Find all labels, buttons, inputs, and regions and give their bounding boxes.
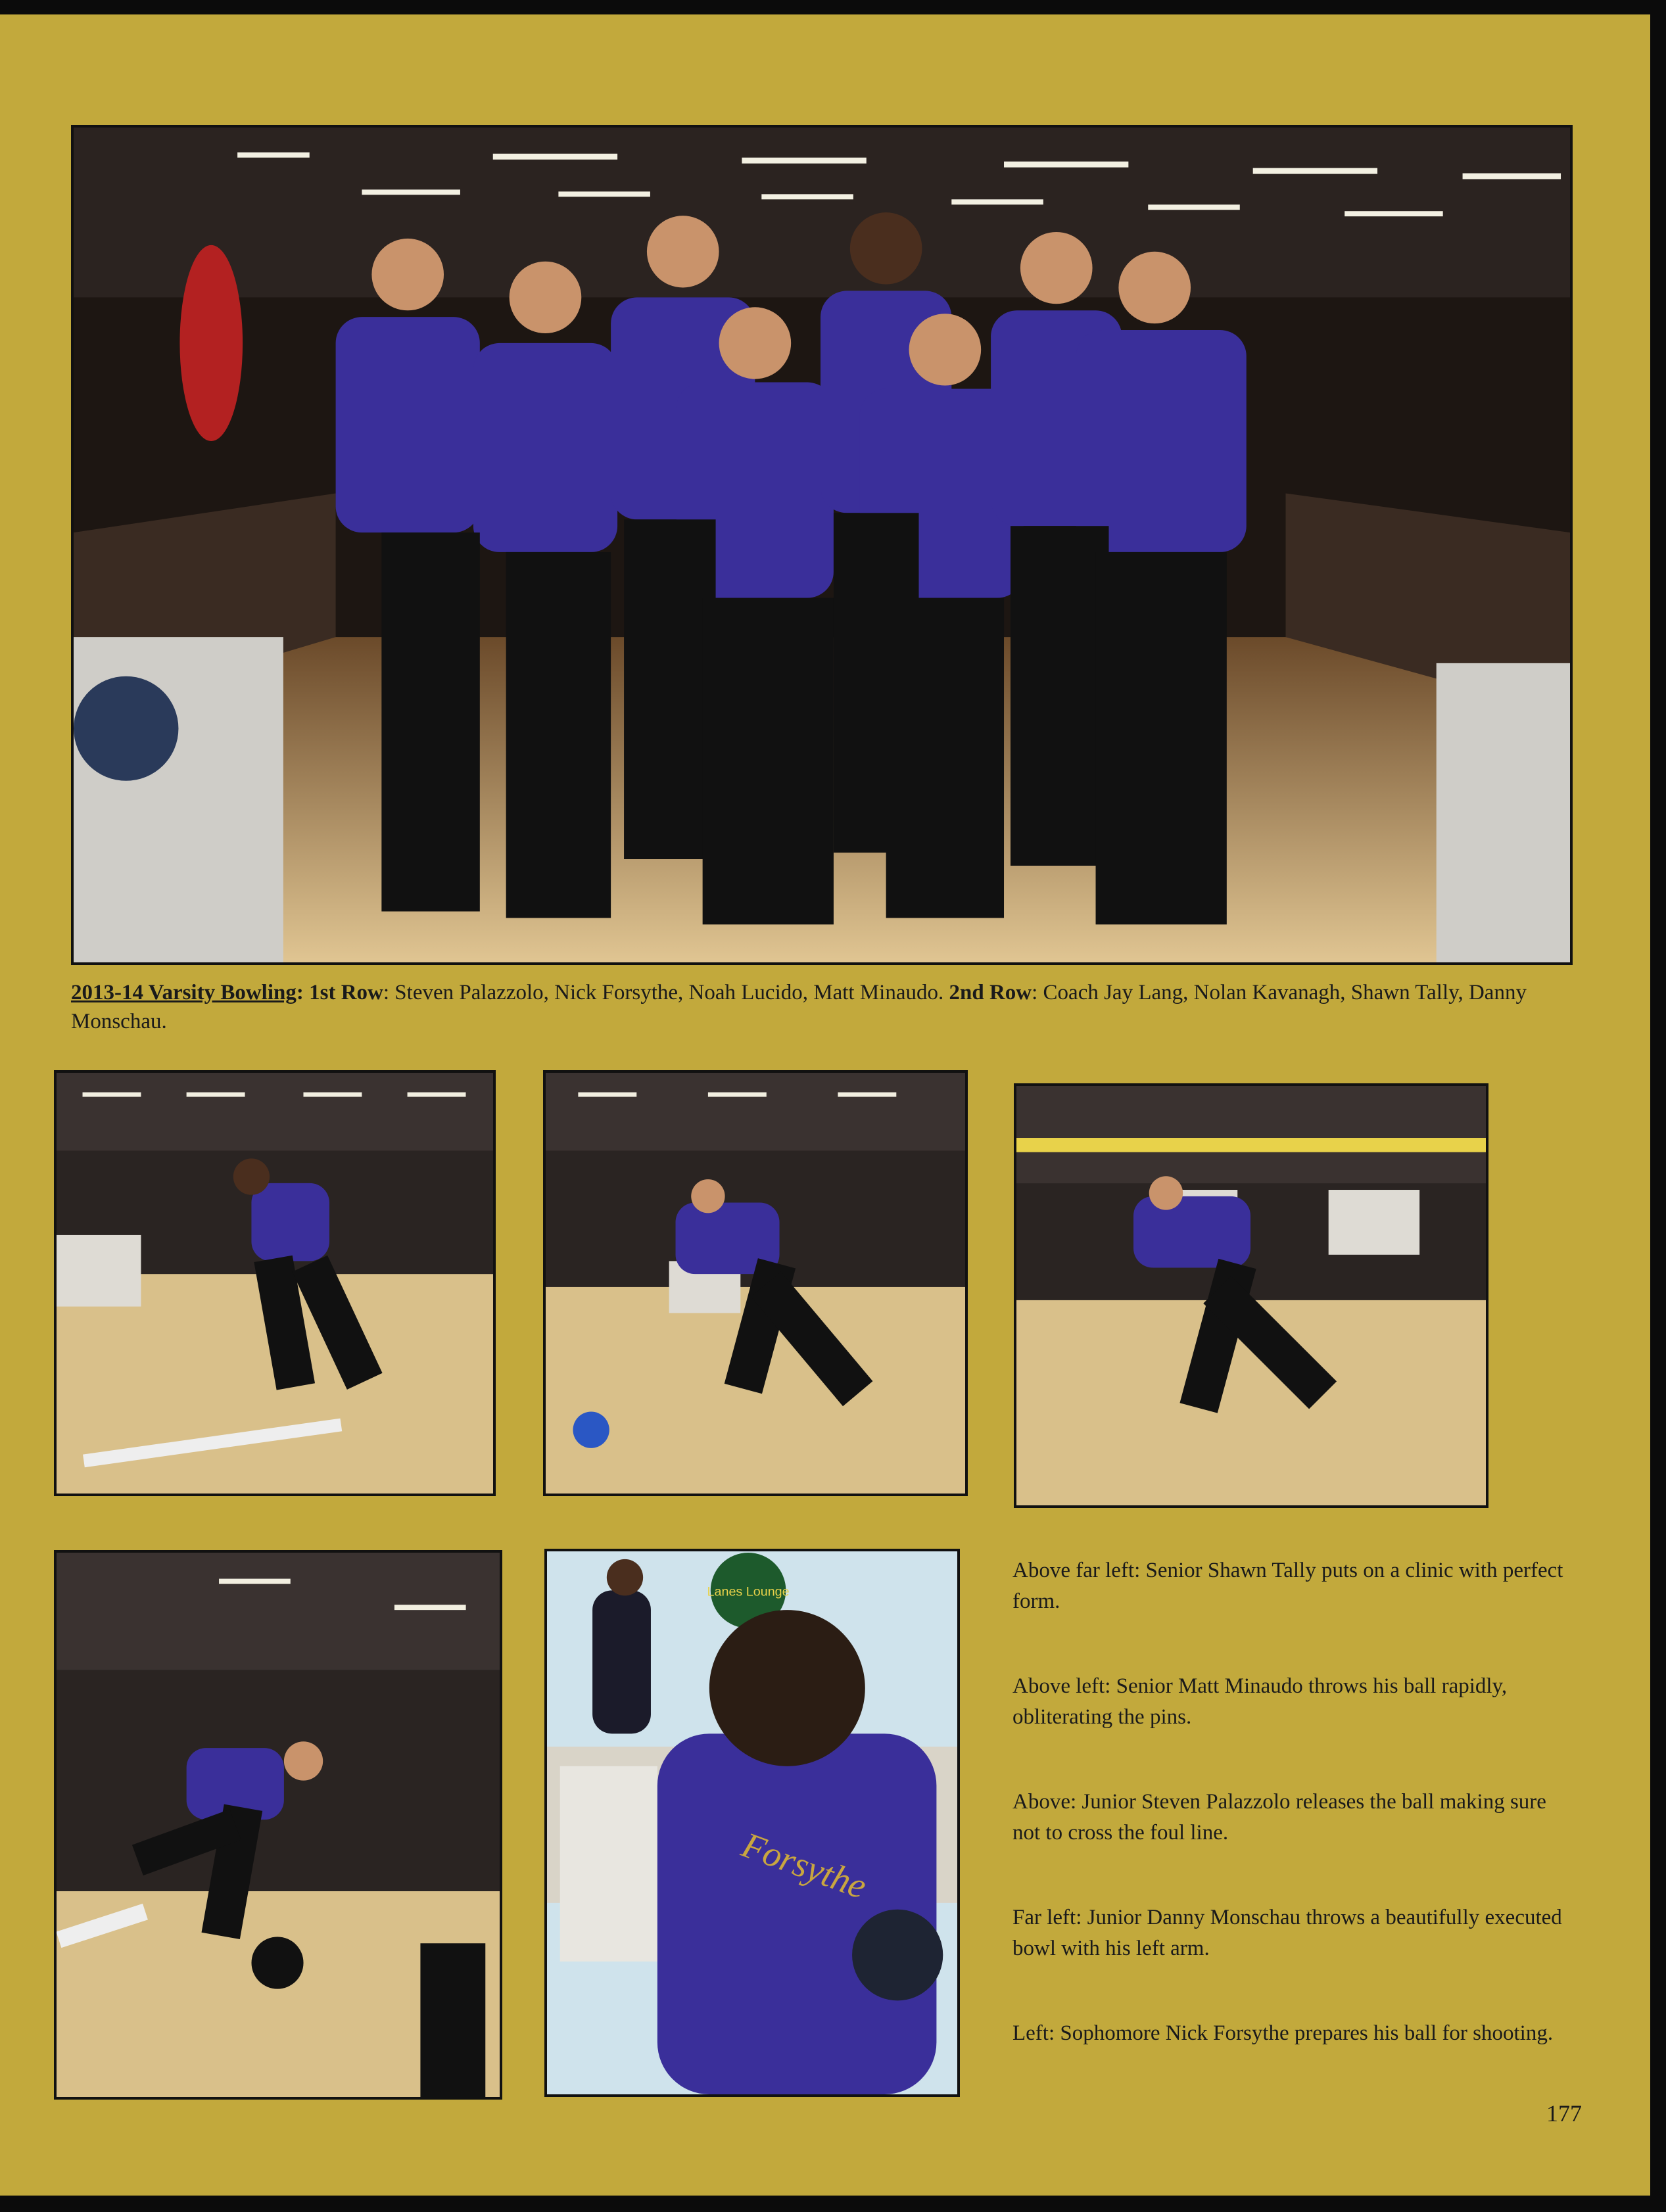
- action-photo-matt-minaudo: [543, 1070, 968, 1496]
- caption-title: 2013-14 Varsity Bowling: [71, 981, 297, 1004]
- team-photo: [71, 125, 1573, 965]
- photo-captions: [1012, 1555, 1571, 2103]
- action-photo-danny-monschau: [54, 1550, 502, 2100]
- caption-above-far-left: Above far left: Senior Shawn Tally puts on a clinic with perfect form.: [1012, 1559, 1563, 1613]
- lanes-lounge-sign-text: Lanes Lounge: [707, 1584, 790, 1599]
- team-photo-caption: 2013-14 Varsity Bowling: 1st Row: Steven Palazzolo, Nick Forsythe, Noah Lucido, Matt Minaudo. 2nd Row: Coach Jay Lang, Nolan Kavanagh, Shawn Tally, Danny Monschau.: [71, 981, 1527, 1033]
- caption-row1-label: 1st Row: [309, 981, 383, 1004]
- jersey-name-text: Forsythe: [736, 1824, 872, 1907]
- caption-left: Left: Sophomore Nick Forsythe prepares his ball for shooting.: [1012, 2021, 1554, 2045]
- yearbook-page: [0, 14, 1650, 2196]
- page-number: 177: [1546, 2100, 1582, 2127]
- caption-row2-label: 2nd Row: [949, 981, 1032, 1004]
- caption-far-left: Far left: Junior Danny Monschau throws a beautifully executed bowl with his left arm.: [1012, 1906, 1562, 1960]
- caption-row1-names: Steven Palazzolo, Nick Forsythe, Noah Lucido, Matt Minaudo.: [394, 981, 944, 1004]
- action-photo-steven-palazzolo: [1014, 1083, 1488, 1508]
- action-photo-nick-forsythe: [544, 1549, 960, 2097]
- caption-above: Above: Junior Steven Palazzolo releases the ball making sure not to cross the foul line.: [1012, 1790, 1546, 1845]
- caption-row2-names: Coach Jay Lang, Nolan Kavanagh, Shawn Tally, Danny Monschau.: [71, 981, 1527, 1033]
- action-photo-shawn-tally: [54, 1070, 496, 1496]
- caption-above-left: Above left: Senior Matt Minaudo throws his ball rapidly, obliterating the pins.: [1012, 1674, 1508, 1729]
